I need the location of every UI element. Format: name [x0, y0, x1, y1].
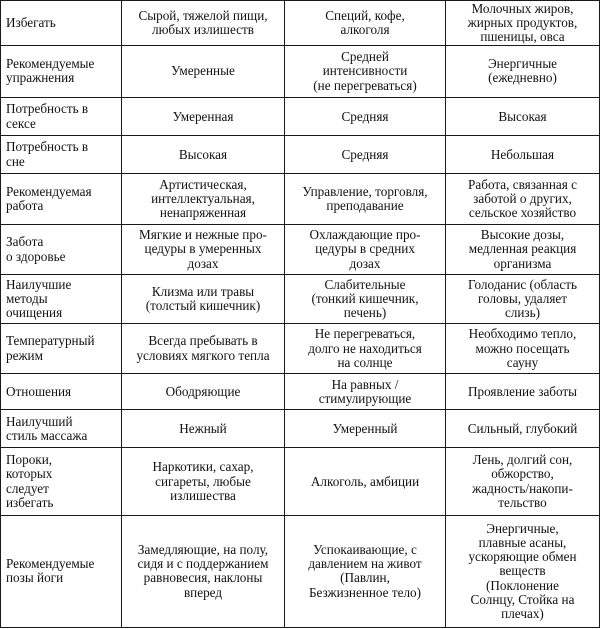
table-cell: Умеренная — [122, 98, 285, 136]
table-cell: Необходимо тепло, можно посещать сауну — [446, 323, 600, 373]
table-row — [1, 98, 600, 136]
table-cell: Работа, связанная с заботой о других, сельское хозяйство — [446, 174, 600, 225]
table-cell: Замедляющие, на полу, сидя и с поддержанием равновесия, наклоны вперед — [122, 515, 285, 627]
table-row — [1, 136, 600, 174]
table-cell: Артистическая, интеллектуальная, ненапряженная — [122, 174, 285, 225]
row-label: Потребность в сне — [1, 136, 122, 174]
table-row — [1, 1, 600, 46]
table-cell: Всегда пребывать в условиях мягкого тепла — [122, 323, 285, 373]
table-cell: Ободряющие — [122, 374, 285, 410]
row-label: Рекомендуемые позы йоги — [1, 515, 122, 627]
table-cell: На равных / стимулирующие — [285, 374, 446, 410]
table-cell: Охлаждающие про- цедуры в средних дозах — [285, 225, 446, 274]
table-row — [1, 225, 600, 274]
table-cell: Клизма или травы (толстый кишечник) — [122, 274, 285, 323]
table-row — [1, 323, 600, 373]
row-label: Отношения — [1, 374, 122, 410]
table-cell: Умеренный — [285, 410, 446, 448]
row-label: Наилучшие методы очищения — [1, 274, 122, 323]
table-cell: Средняя — [285, 136, 446, 174]
table-row — [1, 274, 600, 323]
table-cell: Энергичные (ежедневно) — [446, 45, 600, 97]
table-cell: Высокая — [122, 136, 285, 174]
table-row — [1, 410, 600, 448]
row-label: Рекомендуемая работа — [1, 174, 122, 225]
table-row — [1, 515, 600, 627]
table-cell: Средняя — [285, 98, 446, 136]
table-cell: Мягкие и нежные про- цедуры в умеренных дозах — [122, 225, 285, 274]
table-cell: Высокие дозы, медленная реакция организма — [446, 225, 600, 274]
table-cell: Умеренные — [122, 45, 285, 97]
table-cell: Голоданис (область головы, удаляет слизь) — [446, 274, 600, 323]
row-label: Забота о здоровье — [1, 225, 122, 274]
table-cell: Сырой, тяжелой пищи, любых излишеств — [122, 1, 285, 46]
table-cell: Наркотики, сахар, сигареты, любые излишества — [122, 448, 285, 516]
table-cell: Энергичные, плавные асаны, ускоряющие обмен веществ (Поклонение Солнцу, Стойка на плечах) — [446, 515, 600, 627]
table-cell: Алкоголь, амбиции — [285, 448, 446, 516]
table-cell: Небольшая — [446, 136, 600, 174]
row-label: Наилучший стиль массажа — [1, 410, 122, 448]
table-row — [1, 174, 600, 225]
table-cell: Высокая — [446, 98, 600, 136]
table-cell: Лень, долгий сон, обжорство, жадность/накопи- тельство — [446, 448, 600, 516]
table-cell: Слабительные (тонкий кишечник, печень) — [285, 274, 446, 323]
row-label: Рекомендуемые упражнения — [1, 45, 122, 97]
table-row — [1, 45, 600, 97]
table-cell: Не перегреваться, долго не находиться на солнце — [285, 323, 446, 373]
row-label: Пороки, которых следует избегать — [1, 448, 122, 516]
table-cell: Проявление заботы — [446, 374, 600, 410]
table-cell: Специй, кофе, алкоголя — [285, 1, 446, 46]
row-label: Потребность в сексе — [1, 98, 122, 136]
table-cell: Сильный, глубокий — [446, 410, 600, 448]
table-cell: Успокаивающие, с давлением на живот (Павлин, Безжизненное тело) — [285, 515, 446, 627]
table-cell: Управление, торговля, преподавание — [285, 174, 446, 225]
table-row — [1, 374, 600, 410]
row-label: Температурный режим — [1, 323, 122, 373]
table-cell: Средней интенсивности (не перегреваться) — [285, 45, 446, 97]
table-cell: Нежный — [122, 410, 285, 448]
table-cell: Молочных жиров, жирных продуктов, пшеницы, овса — [446, 1, 600, 46]
table-row — [1, 448, 600, 516]
row-label: Избегать — [1, 1, 122, 46]
